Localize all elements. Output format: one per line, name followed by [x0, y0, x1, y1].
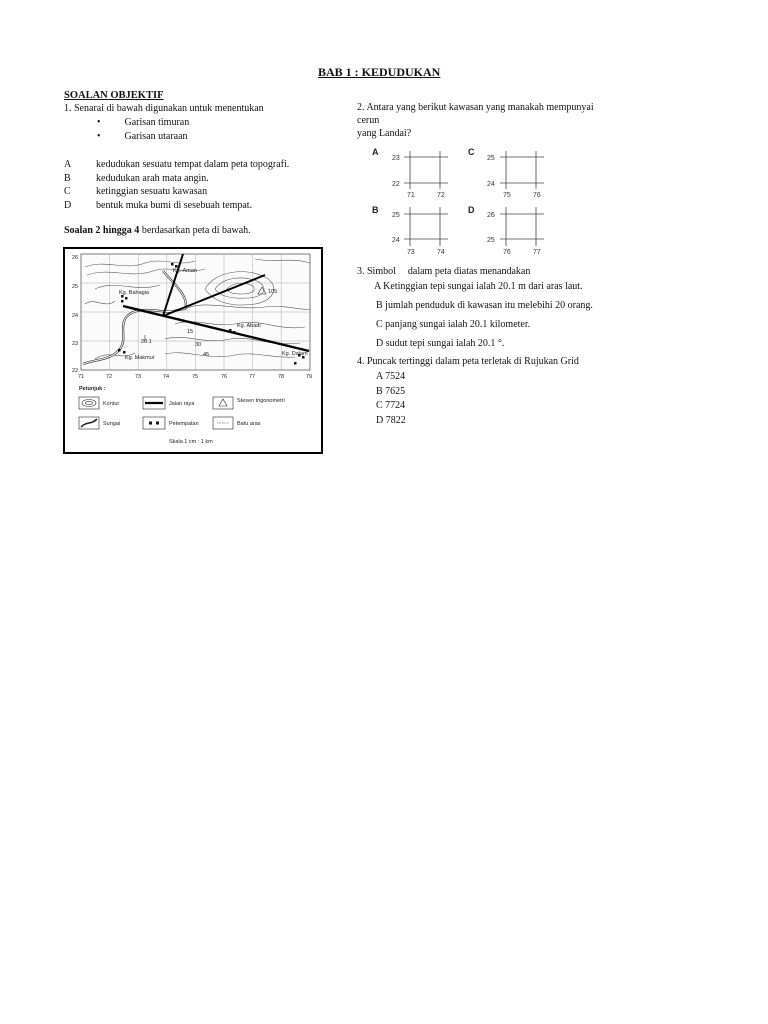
q4-option-a[interactable]: A 7524	[376, 371, 406, 382]
q2-stem-line2: cerun	[357, 115, 380, 126]
q2-stem-line1: 2. Antara yang berikut kawasan yang manakah mempunyai	[357, 102, 594, 113]
x-tick: 77	[249, 374, 256, 380]
legend-title: Petunjuk :	[79, 386, 106, 392]
q1-stem: 1. Senarai di bawah digunakan untuk menentukan	[64, 103, 264, 114]
legend-stesen: Stesen trigonometri	[237, 398, 285, 404]
svg-text:76: 76	[533, 192, 541, 199]
q2-grid-options	[370, 145, 550, 261]
svg-text:25: 25	[392, 212, 400, 219]
x-tick: 73	[135, 374, 142, 380]
q1-option-a[interactable]: A kedudukan sesuatu tempat dalam peta topografi.	[64, 159, 290, 170]
q4-option-b[interactable]: B 7625	[376, 386, 406, 397]
svg-text:77: 77	[533, 249, 541, 256]
x-tick: 78	[278, 374, 285, 380]
y-tick: 24	[72, 313, 79, 319]
label-kg-dalam: Kg. Dalam	[282, 351, 308, 357]
svg-text:71: 71	[407, 192, 415, 199]
q3-option-a[interactable]: A Ketinggian tepi sungai ialah 20.1 m dari aras laut.	[374, 281, 583, 292]
topographic-map	[63, 247, 323, 454]
svg-text:C: C	[468, 147, 475, 157]
label-20-1: 20.1	[141, 339, 152, 345]
label-kg-abadi: Kg. Abadi	[237, 323, 261, 329]
svg-text:74: 74	[437, 249, 445, 256]
q2-grid-a[interactable]	[372, 147, 448, 199]
map-scale: Skala 1 cm : 1 km	[169, 439, 213, 445]
svg-text:26: 26	[487, 212, 495, 219]
svg-text:22: 22	[392, 181, 400, 188]
q2-stem-line3: yang Landai?	[357, 128, 412, 139]
svg-text:24: 24	[487, 181, 495, 188]
svg-text:76: 76	[503, 249, 511, 256]
svg-text:D: D	[468, 205, 475, 215]
svg-text:A: A	[372, 147, 379, 157]
q2-grid-d[interactable]	[468, 205, 544, 256]
q2-grid-b[interactable]	[372, 205, 448, 256]
q4-stem: 4. Puncak tertinggi dalam peta terletak di Rujukan Grid	[357, 356, 579, 367]
x-tick: 75	[192, 374, 199, 380]
label-kg-makmur: Kg. Makmur	[125, 355, 155, 361]
legend	[79, 397, 285, 429]
svg-text:B: B	[372, 205, 379, 215]
svg-text:72: 72	[437, 192, 445, 199]
q1-bullet-1: • Garisan timuran	[97, 117, 190, 128]
q1-bullet-2: • Garisan utaraan	[97, 131, 188, 142]
svg-text:24: 24	[392, 237, 400, 244]
label-30: 30	[195, 342, 202, 348]
q3-option-c[interactable]: C panjang sungai ialah 20.1 kilometer.	[376, 319, 531, 330]
x-tick: 79	[306, 374, 313, 380]
questions-intro: Soalan 2 hingga 4 berdasarkan peta di bawah.	[64, 225, 251, 236]
q3-stem: 3. Simbol dalam peta diatas menandakan	[357, 266, 531, 277]
q3-option-d[interactable]: D sudut tepi sungai ialah 20.1 °.	[376, 338, 505, 349]
legend-kontur: Kontur	[103, 401, 120, 407]
map-svg	[65, 249, 321, 452]
svg-text:73: 73	[407, 249, 415, 256]
x-tick: 76	[221, 374, 228, 380]
q3-option-b[interactable]: B jumlah penduduk di kawasan itu melebihi 20 orang.	[376, 300, 593, 311]
label-kg-aman: Kg. Aman	[173, 268, 197, 274]
label-105: 105	[268, 289, 278, 295]
q1-option-d[interactable]: D bentuk muka bumi di sesebuah tempat.	[64, 200, 253, 211]
q4-option-c[interactable]: C 7724	[376, 400, 406, 411]
x-tick: 72	[106, 374, 113, 380]
label-45: 45	[203, 352, 210, 358]
legend-sungai: Sungai	[103, 421, 121, 427]
svg-text:25: 25	[487, 155, 495, 162]
q1-option-c[interactable]: C ketinggian sesuatu kawasan	[64, 186, 208, 197]
q1-option-b[interactable]: B kedudukan arah mata angin.	[64, 173, 209, 184]
x-tick: 74	[163, 374, 170, 380]
x-tick: 71	[78, 374, 85, 380]
label-kg-bahagia: Kg. Bahagia	[119, 290, 149, 296]
legend-jalan-raya: Jalan raya	[169, 401, 195, 407]
section-heading: SOALAN OBJEKTIF	[64, 90, 164, 101]
label-15: 15	[187, 329, 194, 335]
y-tick: 22	[72, 368, 79, 374]
legend-batu-aras: Batu aras	[237, 421, 261, 427]
y-tick: 23	[72, 341, 79, 347]
q4-option-d[interactable]: D 7822	[376, 415, 406, 426]
page-title: BAB 1 : KEDUDUKAN	[318, 65, 441, 79]
legend-petempatan: Petempatan	[169, 421, 199, 427]
y-tick: 26	[72, 255, 79, 261]
svg-text:23: 23	[392, 155, 400, 162]
svg-text:25: 25	[487, 237, 495, 244]
y-tick: 25	[72, 284, 79, 290]
q2-grid-c[interactable]	[468, 147, 544, 199]
svg-text:75: 75	[503, 192, 511, 199]
